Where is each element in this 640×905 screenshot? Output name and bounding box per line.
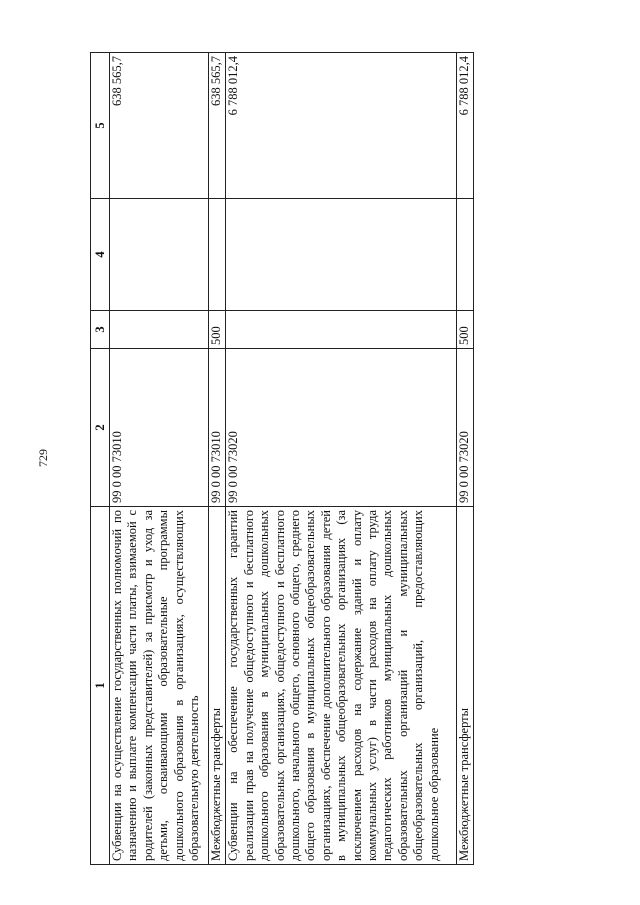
- row-type: [109, 311, 208, 349]
- table-row: [225, 53, 456, 865]
- row-col4: [456, 199, 473, 311]
- header-col-3: 3: [90, 311, 109, 349]
- row-col4: [109, 199, 208, 311]
- row-name: Межбюджетные трансферты: [456, 507, 473, 865]
- row-code: 99 0 00 73010: [208, 349, 225, 507]
- header-col-1: 1: [90, 507, 109, 865]
- row-code: 99 0 00 73020: [456, 349, 473, 507]
- row-code: 99 0 00 73020: [225, 349, 456, 507]
- row-amount: 638 565,7: [208, 53, 225, 199]
- row-type: 500: [208, 311, 225, 349]
- row-name: Межбюджетные трансферты: [208, 507, 225, 865]
- row-col4: [208, 199, 225, 311]
- page-number: 729: [36, 449, 50, 467]
- header-col-2: 2: [90, 349, 109, 507]
- row-amount: 6 788 012,4: [225, 53, 456, 199]
- row-name: Субвенции на обеспечение государственных гарантий реализации прав на получение общедоступного и бесплатного дошкольного образования в муниципальных дошкольных образовательных организациях, общедоступного и бесплатного дошкольного, начального общего, основного общего, среднего общего образования в муниципальных общеобразовательных организациях, обеспечение дополнительного образования детей в муниципальных общеобразовательных организациях (за исключением расходов на содержание зданий и оплату коммунальных услуг) в части расходов на оплату труда педагогических работников муниципальных дошкольных образовательных организаций и муниципальных общеобразовательных организаций, предоставляющих дошкольное образование: [225, 507, 456, 865]
- table-header-row: [90, 53, 109, 865]
- row-code: 99 0 00 73010: [109, 349, 208, 507]
- table-row: [208, 53, 225, 865]
- row-name: Субвенции на осуществление государственных полномочий по назначению и выплате компенсации части платы, взимаемой с родителей (законных представителей) за присмотр и уход за детьми, осваивающими образовательные программы дошкольного образования в организациях, осуществляющих образовательную деятельность: [109, 507, 208, 865]
- row-col4: [225, 199, 456, 311]
- table-row: [456, 53, 473, 865]
- row-type: [225, 311, 456, 349]
- row-amount: 6 788 012,4: [456, 53, 473, 199]
- table-row: [109, 53, 208, 865]
- row-type: 500: [456, 311, 473, 349]
- header-col-4: 4: [90, 199, 109, 311]
- budget-table: [90, 52, 474, 865]
- row-amount: 638 565,7: [109, 53, 208, 199]
- header-col-5: 5: [90, 53, 109, 199]
- budget-table-container: [90, 53, 474, 865]
